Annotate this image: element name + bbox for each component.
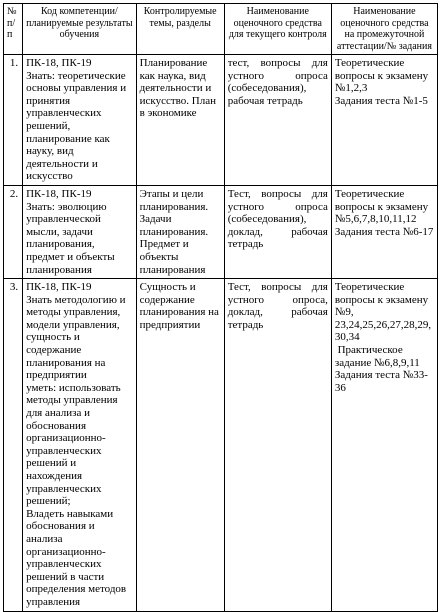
row-competence <box>23 279 137 611</box>
competence-codes: ПК-18, ПК-19 <box>26 57 92 69</box>
row-num: 3. <box>4 279 23 611</box>
table-header-row <box>4 4 438 55</box>
row-interim <box>331 55 437 186</box>
table-row <box>4 185 438 278</box>
assessment-table <box>3 3 438 612</box>
competence-text: Знать: теоретические основы управления и принятия управленческих решений, планирование как науку, вид деятельности и искусство <box>26 69 129 183</box>
row-competence <box>23 185 137 278</box>
row-topics: Сущность и содержание планирования на предприятии <box>136 279 224 611</box>
competence-skills: уметь: использовать методы управления для анализа и обоснования организационно-управленческих решений и нахождения управленческих решений; <box>26 381 124 508</box>
competence-text: Знать: эволюцию управленческой мысли, задачи планирования, предмет и объекты планирования <box>26 200 118 276</box>
interim-item: Задания теста №6-17 <box>334 225 434 238</box>
row-current-control: Тест, вопросы для устного опроса (собеседования), доклад, рабочая тетрадь <box>224 185 331 278</box>
interim-item: Теоретические вопросы к экзамену №1,2,3 <box>334 57 431 95</box>
header-interim-attestation: Наименование оценочного средства на промежуточной аттестации/№ задания <box>331 4 437 55</box>
competence-codes: ПК-18, ПК-19 <box>26 187 92 200</box>
competence-abilities: Владеть навыками обоснования и анализа организационно-управленческих решений в части определения методов управления <box>26 507 129 608</box>
interim-item: Задания теста №33-36 <box>334 369 428 394</box>
row-current-control: тест, вопросы для устного опроса (собеседования), рабочая тетрадь <box>224 55 331 186</box>
interim-item: Практическое задание №6,8,9,11 <box>334 344 420 369</box>
interim-item: Теоретические вопросы к экзамену №9, 23,24,25,26,27,28,29, 30,34 <box>334 281 434 344</box>
row-num: 2. <box>4 185 23 278</box>
competence-know: Знать методологию и методы управления, модели управления, сущность и содержание планирования на предприятии <box>26 293 129 382</box>
interim-item: Задания теста №1-5 <box>334 94 428 107</box>
table-row <box>4 55 438 186</box>
row-interim <box>331 279 437 611</box>
header-competence: Код компетенции/ планируемые результаты обучения <box>23 4 137 55</box>
row-interim <box>331 185 437 278</box>
table-row <box>4 279 438 611</box>
competence-codes: ПК-18, ПК-19 <box>26 281 92 294</box>
row-num: 1. <box>4 55 23 186</box>
row-topics: Планирование как наука, вид деятельности и искусство. План в экономике <box>136 55 224 186</box>
header-current-control: Наименование оценочного средства для текущего контроля <box>224 4 331 55</box>
row-competence <box>23 55 137 186</box>
header-topics: Контролируемые темы, разделы <box>136 4 224 55</box>
header-num: № п/п <box>4 4 23 55</box>
row-current-control: Тест, вопросы для устного опроса, доклад, рабочая тетрадь <box>224 279 331 611</box>
row-topics: Этапы и цели планирования. Задачи планирования. Предмет и объекты планирования <box>136 185 224 278</box>
interim-item: Теоретические вопросы к экзамену №5,6,7,8,10,11,12 <box>334 187 431 226</box>
